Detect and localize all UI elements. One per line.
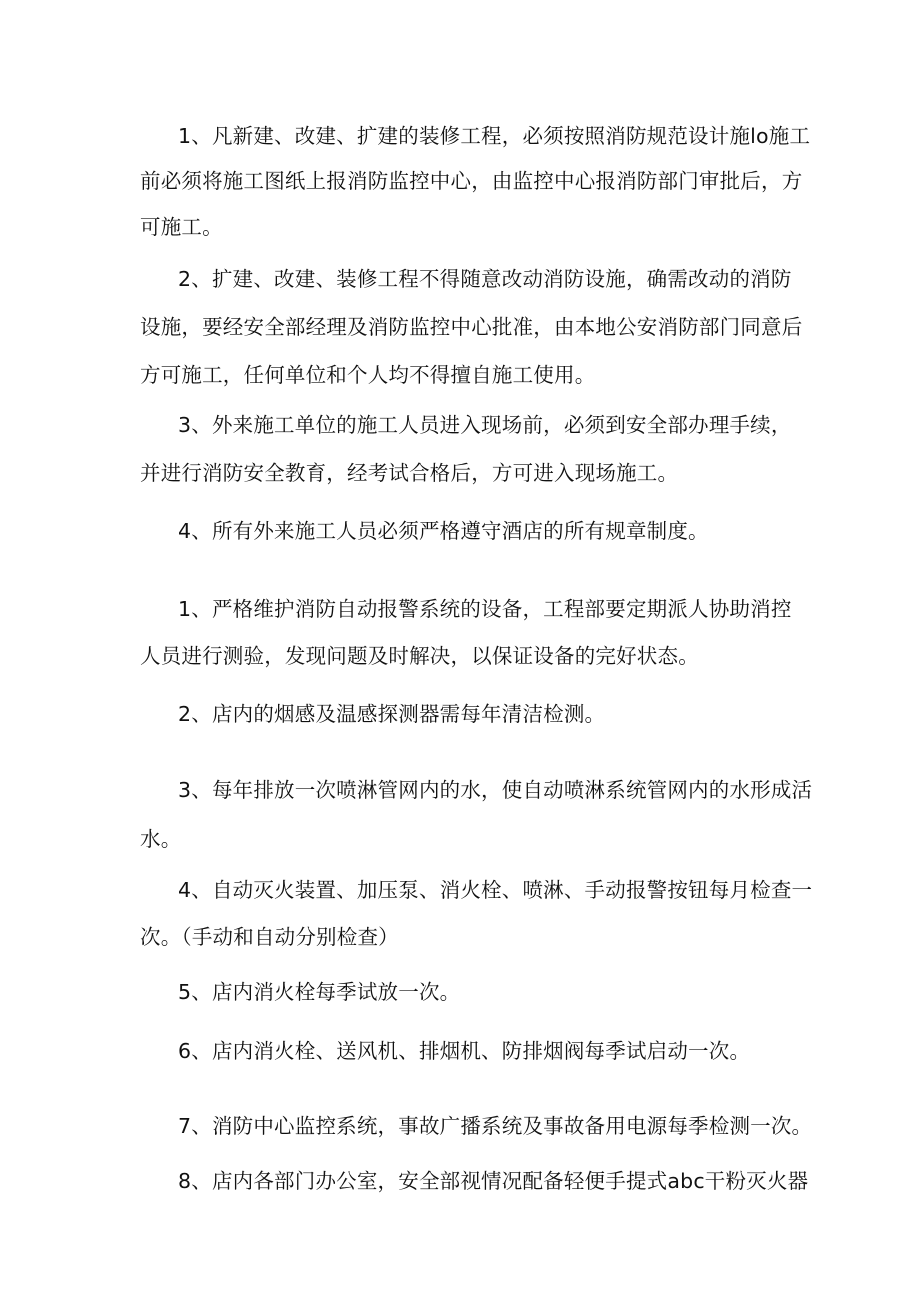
s2-p3-line1: 3、每年排放一次喷淋管网内的水，使自动喷淋系统管网内的水形成活	[178, 778, 813, 802]
s2-p1-line1: 1、严格维护消防自动报警系统的设备，工程部要定期派人协助消控	[178, 597, 792, 621]
s2-p7-line1: 7、消防中心监控系统，事故广播系统及事故备用电源每季检测一次。	[178, 1114, 813, 1138]
s1-p3-line2: 并进行消防安全教育，经考试合格后，方可进入现场施工。	[140, 461, 679, 485]
s1-p1-line3: 可施工。	[140, 215, 223, 239]
s2-p4-line2: 次。（手动和自动分别检查）	[140, 925, 399, 949]
s1-p2-line3: 方可施工，任何单位和个人均不得擅自施工使用。	[140, 363, 596, 387]
s2-p6-line1: 6、店内消火栓、送风机、排烟机、防排烟阀每季试启动一次。	[178, 1039, 751, 1063]
s2-p5-line1: 5、店内消火栓每季试放一次。	[178, 980, 461, 1004]
s1-p1-line1: 1、凡新建、改建、扩建的装修工程，必须按照消防规范设计施lo施工	[178, 124, 811, 148]
s1-p2-line2: 设施，要经安全部经理及消防监控中心批准，由本地公安消防部门同意后	[140, 315, 803, 339]
s2-p3-line2: 水。	[140, 827, 182, 851]
s2-p4-line1: 4、自动灭火装置、加压泵、消火栓、喷淋、手动报警按钮每月检查一	[178, 878, 813, 902]
s2-p2-line1: 2、店内的烟感及温感探测器需每年清洁检测。	[178, 702, 606, 726]
s2-p8-line1: 8、店内各部门办公室，安全部视情况配备轻便手提式abc干粉灭火器	[178, 1169, 809, 1193]
s1-p2-line1: 2、扩建、改建、装修工程不得随意改动消防设施，确需改动的消防	[178, 267, 792, 291]
s1-p4-line1: 4、所有外来施工人员必须严格遵守酒店的所有规章制度。	[178, 519, 709, 543]
s1-p1-line2: 前必须将施工图纸上报消防监控中心，由监控中心报消防部门审批后，方	[140, 169, 803, 193]
s1-p3-line1: 3、外来施工单位的施工人员进入现场前，必须到安全部办理手续，	[178, 413, 792, 437]
s2-p1-line2: 人员进行测验，发现问题及时解决，以保证设备的完好状态。	[140, 644, 699, 668]
